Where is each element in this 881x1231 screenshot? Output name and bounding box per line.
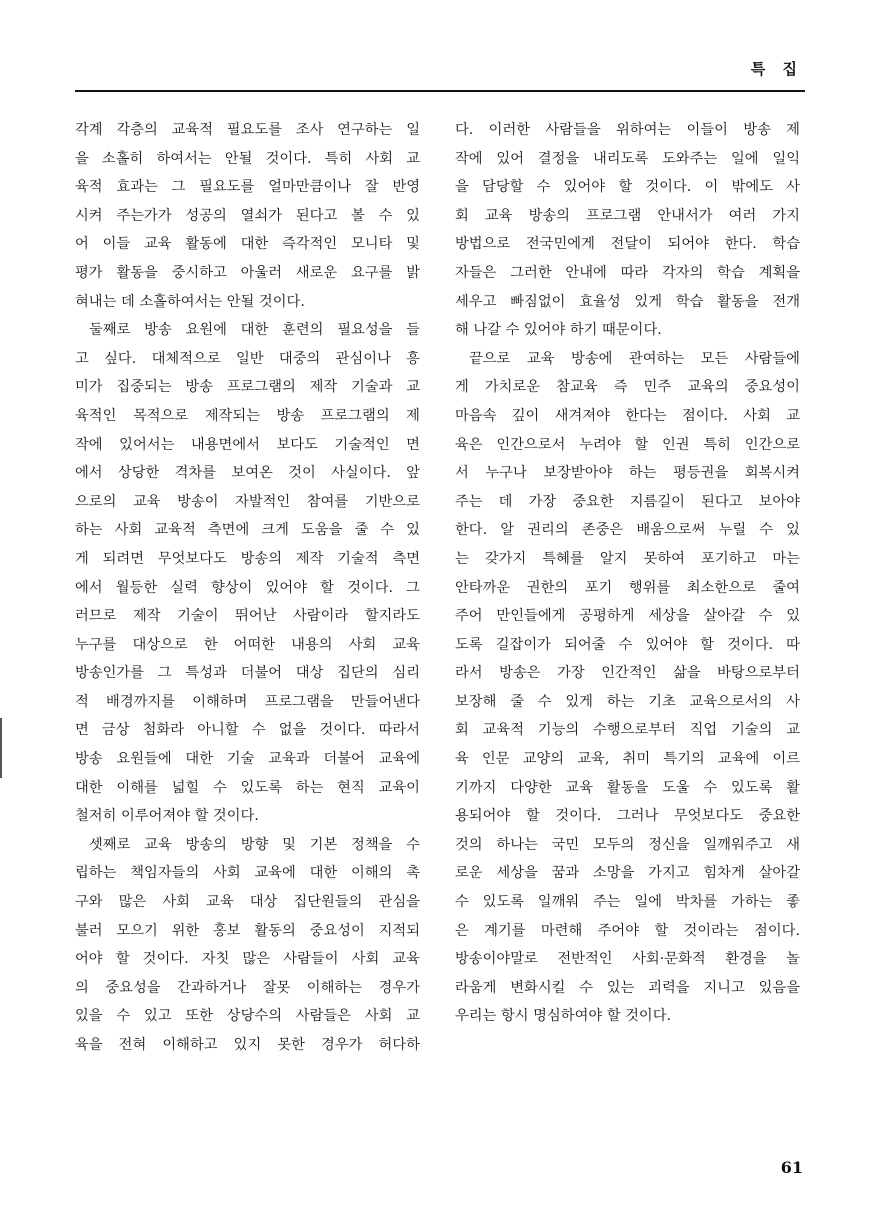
body-line: 을 담당할 수 있어야 할 것이다. 이 밖에도 사 [455, 179, 800, 196]
body-line: 로운 세상을 꿈과 소망을 가지고 힘차게 살아갈 [455, 865, 800, 882]
body-line: 고 싶다. 대체적으로 일반 대중의 관심이나 흥 [75, 350, 420, 367]
body-line: 육 인문 교양의 교육, 취미 특기의 교육에 이르 [455, 751, 800, 768]
body-line: 수 있도록 일깨워 주는 일에 박차를 가하는 좋 [455, 894, 800, 911]
body-line: 해 나갈 수 있어야 하기 때문이다. [455, 322, 662, 339]
body-line: 마음속 깊이 새겨져야 한다는 점이다. 사회 교 [455, 407, 800, 424]
body-line: 육적인 목적으로 제작되는 방송 프로그램의 제 [75, 407, 420, 424]
body-line: 회 교육적 기능의 수행으로부터 직업 기술의 교 [455, 722, 800, 739]
body-line: 철저히 이루어져야 할 것이다. [75, 808, 259, 825]
body-line: 대한 이해를 넓힐 수 있도록 하는 현직 교육이 [75, 779, 420, 796]
body-line: 게 되려면 무엇보다도 방송의 제작 기술적 측면 [75, 550, 420, 567]
body-line: 에서 상당한 격차를 보여온 것이 사실이다. 앞 [75, 465, 420, 482]
body-line: 회 교육 방송의 프로그램 안내서가 여러 가지 [455, 207, 800, 224]
body-line: 은 계기를 마련해 주어야 할 것이라는 점이다. [455, 922, 800, 939]
body-line: 다. 이러한 사람들을 위하여는 이들이 방송 제 [455, 122, 800, 138]
body-line: 구와 많은 사회 교육 대상 집단원들의 관심을 [75, 894, 420, 911]
body-line: 하는 사회 교육적 측면에 크게 도움을 줄 수 있 [75, 522, 420, 539]
body-line: 우리는 항시 명심하여야 할 것이다. [455, 1008, 672, 1025]
left-column [75, 116, 420, 1060]
body-line: 도록 길잡이가 되어줄 수 있어야 할 것이다. 따 [455, 636, 800, 653]
body-line: 어야 할 것이다. 자칫 많은 사람들이 사회 교육 [75, 951, 420, 968]
body-line: 기까지 다양한 교육 활동을 도울 수 있도록 활 [455, 779, 800, 796]
margin-scan-mark [0, 718, 2, 778]
body-line: 시켜 주는가가 성공의 열쇠가 된다고 볼 수 있 [75, 207, 420, 224]
body-line: 혀내는 데 소홀하여서는 안될 것이다. [75, 293, 305, 310]
body-line: 자들은 그러한 안내에 따라 각자의 학습 계획을 [455, 264, 800, 281]
body-line: 보장해 줄 수 있게 하는 기초 교육으로서의 사 [455, 693, 800, 710]
body-line: 방송이야말로 전반적인 사회·문화적 환경을 놀 [455, 951, 800, 968]
body-line: 게 가치로운 참교육 즉 민주 교육의 중요성이 [455, 379, 800, 396]
body-line: 육은 인간으로서 누려야 할 인권 특히 인간으로 [455, 436, 800, 453]
body-line: 적 배경까지를 이해하며 프로그램을 만들어낸다 [75, 693, 420, 710]
body-line: 세우고 빠짐없이 효율성 있게 학습 활동을 전개 [455, 293, 800, 310]
body-line: 을 소홀히 하여서는 안될 것이다. 특히 사회 교 [75, 150, 420, 167]
body-line: 누구를 대상으로 한 어떠한 내용의 사회 교육 [75, 636, 420, 653]
body-line: 육적 효과는 그 필요도를 얼마만큼이나 잘 반영 [75, 179, 420, 196]
header-rule [75, 90, 805, 92]
body-line: 각계 각층의 교육적 필요도를 조사 연구하는 일 [75, 122, 420, 138]
body-line: 것의 하나는 국민 모두의 정신을 일깨워주고 새 [455, 836, 800, 853]
body-line: 불러 모으기 위한 홍보 활동의 중요성이 지적되 [75, 922, 420, 939]
body-line: 방송 요원들에 대한 기술 교육과 더불어 교육에 [75, 751, 420, 768]
body-line: 러므로 제작 기술이 뛰어난 사람이라 할지라도 [75, 608, 420, 625]
body-line: 용되어야 할 것이다. 그러나 무엇보다도 중요한 [455, 808, 800, 825]
right-column [455, 116, 800, 1031]
body-line: 미가 집중되는 방송 프로그램의 제작 기술과 교 [75, 379, 420, 396]
body-line: 의 중요성을 간과하거나 잘못 이해하는 경우가 [75, 979, 420, 996]
body-line: 안타까운 권한의 포기 행위를 최소한으로 줄여 [455, 579, 800, 596]
body-line: 라서 방송은 가장 인간적인 삶을 바탕으로부터 [455, 665, 800, 682]
body-line: 에서 월등한 실력 향상이 있어야 할 것이다. 그 [75, 579, 420, 596]
page-number: 61 [780, 1158, 803, 1177]
body-line: 어 이들 교육 활동에 대한 즉각적인 모니타 및 [75, 236, 420, 253]
paragraph-start-line: 셋째로 교육 방송의 방향 및 기본 정책을 수 [89, 836, 420, 853]
body-line: 작에 있어서는 내용면에서 보다도 기술적인 면 [75, 436, 420, 453]
body-line: 라움게 변화시킬 수 있는 괴력을 지니고 있음을 [455, 979, 800, 996]
section-label: 특 집 [750, 60, 803, 78]
body-line: 한다. 알 권리의 존중은 배움으로써 누릴 수 있 [455, 522, 800, 539]
body-line: 서 누구나 보장받아야 하는 평등권을 회복시켜 [455, 465, 800, 482]
body-line: 는 갖가지 특혜를 알지 못하여 포기하고 마는 [455, 550, 800, 567]
body-line: 주는 데 가장 중요한 지름길이 된다고 보아야 [455, 493, 800, 510]
body-line: 으로의 교육 방송이 자발적인 참여를 기반으로 [75, 493, 420, 510]
body-line: 면 금상 첨화라 아니할 수 없을 것이다. 따라서 [75, 722, 420, 739]
body-line: 방법으로 전국민에게 전달이 되어야 한다. 학습 [455, 236, 800, 253]
body-line: 방송인가를 그 특성과 더불어 대상 집단의 심리 [75, 665, 420, 682]
body-line: 육을 전혀 이해하고 있지 못한 경우가 허다하 [75, 1037, 420, 1053]
paragraph-start-line: 끝으로 교육 방송에 관여하는 모든 사람들에 [469, 350, 800, 367]
body-line: 평가 활동을 중시하고 아울러 새로운 요구를 밝 [75, 264, 420, 281]
body-line: 주어 만인들에게 공평하게 세상을 살아갈 수 있 [455, 608, 800, 625]
paragraph-start-line: 둘째로 방송 요원에 대한 훈련의 필요성을 들 [89, 322, 420, 339]
body-line: 작에 있어 결정을 내리도록 도와주는 일에 일익 [455, 150, 800, 167]
body-line: 있을 수 있고 또한 상당수의 사람들은 사회 교 [75, 1008, 420, 1025]
body-line: 립하는 책임자들의 사회 교육에 대한 이해의 촉 [75, 865, 420, 882]
